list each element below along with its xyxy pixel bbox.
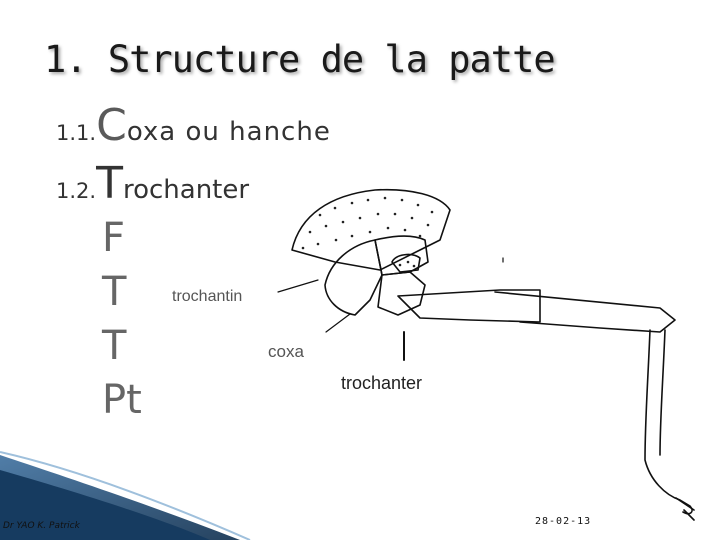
letter-pt: Pt bbox=[102, 377, 142, 423]
label-trochantin: trochantin bbox=[172, 288, 243, 305]
letter-t-2: T bbox=[102, 323, 127, 369]
footer-date: 28-02-13 bbox=[535, 516, 592, 527]
line-number: 1.1. bbox=[56, 121, 97, 145]
line-rest: oxa ou hanche bbox=[126, 117, 331, 147]
footer-author: Dr YAO K. Patrick bbox=[3, 521, 80, 531]
slide-title: 1. Structure de la patte bbox=[44, 38, 555, 81]
letter-f: F bbox=[102, 215, 126, 261]
label-coxa: coxa bbox=[268, 342, 304, 361]
line-number: 1.2. bbox=[56, 179, 97, 203]
initial-letter: T bbox=[96, 158, 123, 209]
letter-t-1: T bbox=[102, 269, 127, 315]
initial-letter: C bbox=[96, 100, 127, 151]
line-rest: rochanter bbox=[122, 175, 250, 205]
label-trochanter: trochanter bbox=[341, 373, 423, 393]
